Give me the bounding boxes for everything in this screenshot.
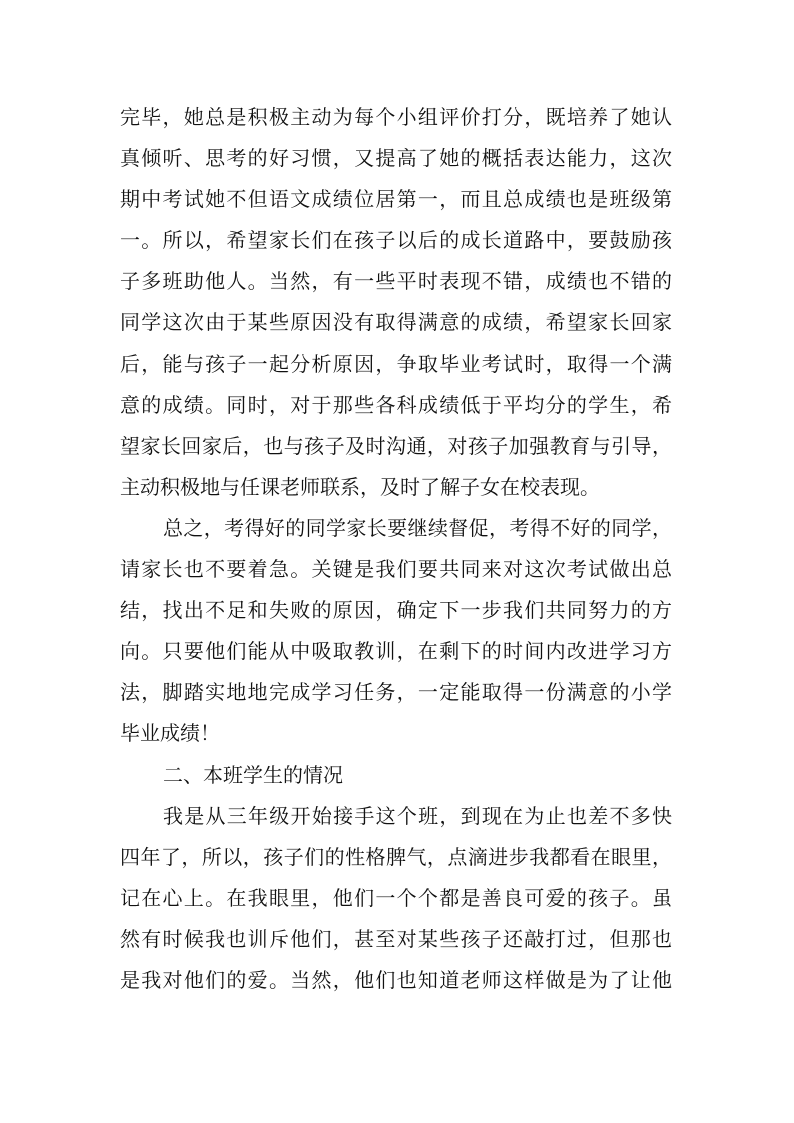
text-line: 真倾听、思考的好习惯，又提高了她的概括表达能力，这次 [120, 146, 672, 171]
text-line: 结，找出不足和失败的原因，确定下一步我们共同努力的方 [120, 598, 672, 623]
text-line: 完毕，她总是积极主动为每个小组评价打分，既培养了她认 [120, 105, 672, 129]
paragraph-start-line: 我是从三年级开始接手这个班，到现在为止也差不多快 [163, 803, 672, 828]
text-line: 一。所以，希望家长们在孩子以后的成长道路中，要鼓励孩 [120, 228, 672, 253]
text-line: 四年了，所以，孩子们的性格脾气，点滴进步我都看在眼里， [120, 844, 672, 869]
text-line: 望家长回家后，也与孩子及时沟通，对孩子加强教育与引导， [120, 433, 672, 458]
text-line: 子多班助他人。当然，有一些平时表现不错，成绩也不错的 [120, 269, 672, 294]
text-line: 然有时候我也训斥他们，甚至对某些孩子还敲打过，但那也 [120, 926, 672, 951]
text-line: 是我对他们的爱。当然，他们也知道老师这样做是为了让他 [120, 967, 672, 992]
text-line: 毕业成绩！ [120, 721, 220, 746]
text-line: 意的成绩。同时，对于那些各科成绩低于平均分的学生，希 [120, 392, 672, 417]
paragraph-start-line: 总之，考得好的同学家长要继续督促，考得不好的同学， [163, 515, 672, 540]
text-line: 期中考试她不但语文成绩位居第一，而且总成绩也是班级第 [120, 187, 672, 212]
text-line: 记在心上。在我眼里，他们一个个都是善良可爱的孩子。虽 [120, 885, 672, 910]
text-line: 向。只要他们能从中吸取教训，在剩下的时间内改进学习方 [120, 639, 672, 664]
text-line: 请家长也不要着急。关键是我们要共同来对这次考试做出总 [120, 557, 672, 582]
text-line: 法，脚踏实地地完成学习任务，一定能取得一份满意的小学 [120, 680, 672, 705]
section-heading: 二、本班学生的情况 [163, 762, 343, 787]
text-line: 后，能与孩子一起分析原因，争取毕业考试时，取得一个满 [120, 351, 672, 376]
body-text [120, 97, 672, 1001]
text-line: 同学这次由于某些原因没有取得满意的成绩，希望家长回家 [120, 310, 672, 335]
text-line: 主动积极地与任课老师联系，及时了解子女在校表现。 [120, 474, 600, 499]
